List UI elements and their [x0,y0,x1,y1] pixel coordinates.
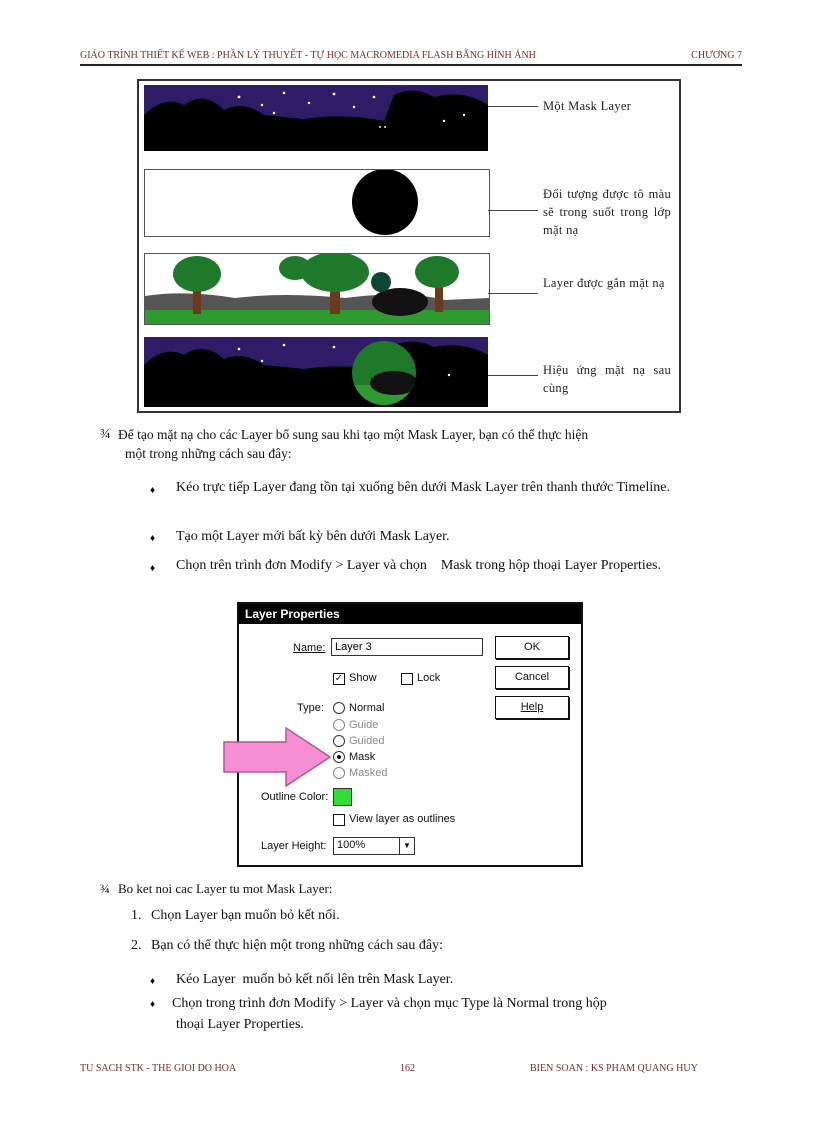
type-label: Type: [297,702,324,714]
section-marker: ¾ [100,427,111,442]
bullet-icon: ♦ [150,976,156,987]
list-item: Chọn trong trình đơn Modify > Layer và chọn mục Type là Normal trong hộp [172,996,607,1011]
leader-line [488,375,538,376]
footer-right: BIEN SOAN : KS PHAM QUANG HUY [530,1063,698,1074]
type-guided-label: Guided [349,735,385,747]
list-item: Kéo trực tiếp Layer đang tồn tại xuống bên dưới Mask Layer trên thanh thước Timeline. [176,480,671,495]
step-number: 2. [131,938,142,953]
leader-line [488,293,538,294]
header-divider [80,64,742,66]
layer-height-value: 100% [337,839,366,851]
figure-label: Một Mask Layer [543,99,632,113]
outline-color-swatch[interactable] [333,788,352,806]
view-outlines-checkbox[interactable] [333,814,345,826]
type-masked-radio[interactable] [333,767,345,779]
mask-shape-panel [144,169,490,237]
type-mask-radio[interactable] [333,751,345,763]
footer-left: TU SACH STK - THE GIOI DO HOA [80,1063,237,1074]
mask-layer-figure [137,79,681,413]
leader-line [488,210,538,211]
dialog-title: Layer Properties [239,604,581,624]
chapter-label: CHƯƠNG 7 [691,50,742,61]
bullet-icon: ♦ [150,485,156,496]
lock-label: Lock [417,672,441,684]
leader-line [488,106,538,107]
final-effect-image [144,337,488,407]
mask-circle-shape [145,170,489,236]
name-input[interactable] [331,638,483,656]
bullet-icon: ♦ [150,563,156,574]
header-title: GIÁO TRÌNH THIẾT KẾ WEB : PHẦN LÝ THUYẾT - TỰ HỌC MACROMEDIA FLASH BẰNG HÌNH ẢNH [80,50,536,61]
step-text: Chọn Layer bạn muốn bỏ kết nối. [151,908,340,923]
step-number: 1. [131,908,142,923]
type-normal-label: Normal [349,702,385,714]
type-normal-radio[interactable] [333,702,345,714]
bullet-icon: ♦ [150,533,156,544]
type-guide-label: Guide [349,719,379,731]
list-item: Kéo Layer muốn bỏ kết nối lên trên Mask Layer. [176,972,454,987]
step-text: Bạn có thể thực hiện một trong những cách sau đây: [151,938,443,953]
section1-intro: một trong những cách sau đây: [125,446,292,461]
lock-checkbox[interactable] [401,673,413,685]
ok-button[interactable]: OK [495,636,569,659]
type-mask-label: Mask [349,751,376,763]
layer-height-label: Layer Height: [261,840,327,852]
outline-color-label: Outline Color: [261,791,329,803]
list-item: Tạo một Layer mới bất kỳ bên dưới Mask Layer. [176,529,450,544]
masked-layer-panel [144,253,490,325]
show-label: Show [349,672,377,684]
figure-label: Đối tượng được tô màu sẽ trong suốt trong lớp mặt nạ [543,187,671,237]
figure-label: Hiệu ứng mặt nạ sau cùng [543,363,671,395]
forest-image [145,254,489,324]
night-sky-image [144,85,488,151]
pointer-arrow-icon [222,726,334,788]
mask-layer-panel [144,85,488,151]
type-masked-label: Masked [349,767,388,779]
bullet-icon: ♦ [150,999,156,1010]
section2-heading: Bo ket noi cac Layer tu mot Mask Layer: [118,881,333,896]
section-marker: ¾ [100,881,110,896]
chevron-down-icon[interactable]: ▼ [399,838,414,854]
help-button[interactable]: Help [495,696,569,719]
page-header [80,50,742,64]
list-item: Chọn trên trình đơn Modify > Layer và chọn Mask trong hộp thoại Layer Properties. [176,558,661,573]
list-item: thoại Layer Properties. [176,1017,304,1032]
name-label: Name: [293,642,326,654]
type-guide-radio[interactable] [333,719,345,731]
section1-intro: Để tạo mặt nạ cho các Layer bổ sung sau khi tạo một Mask Layer, bạn có thể thực hiện [118,427,589,442]
layer-height-select[interactable] [333,837,415,855]
page-number: 162 [400,1063,415,1074]
figure-label: Layer được gắn mặt nạ [543,276,665,290]
view-outlines-label: View layer as outlines [349,813,456,825]
show-checkbox[interactable]: ✓ [334,673,344,684]
final-effect-panel [144,337,488,407]
cancel-button[interactable]: Cancel [495,666,569,689]
type-guided-radio[interactable] [333,735,345,747]
